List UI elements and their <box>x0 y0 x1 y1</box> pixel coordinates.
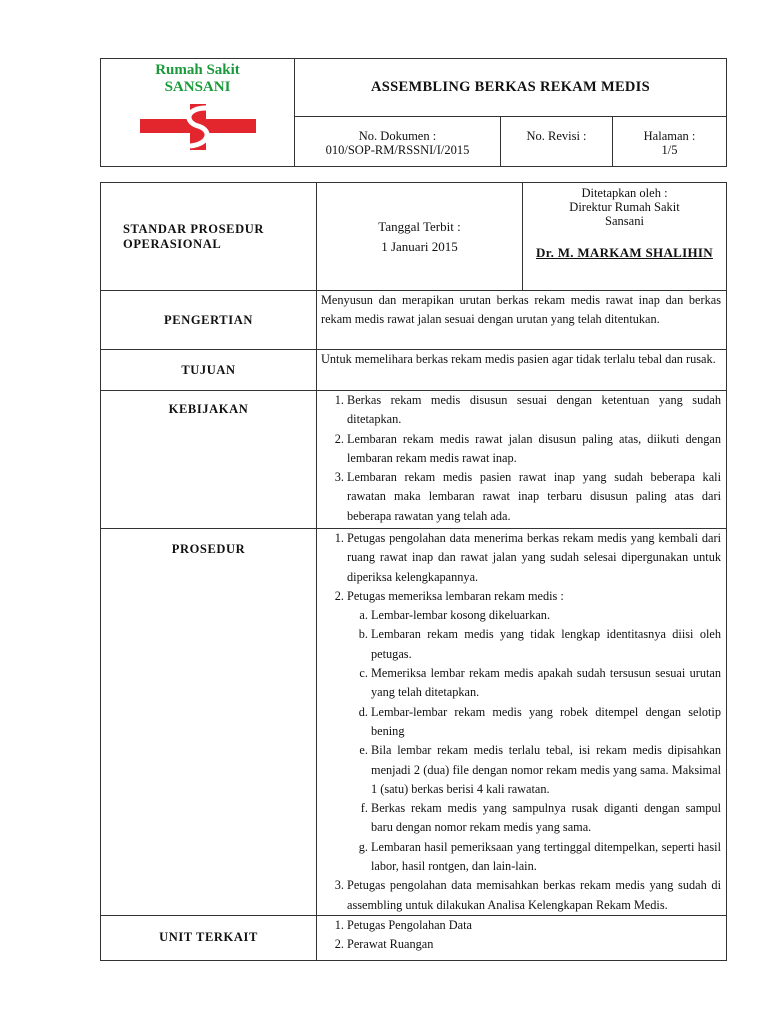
header-table <box>100 58 727 167</box>
unit-terkait-content <box>317 915 727 960</box>
list-item: 3. Petugas pengolahan data memisahkan berkas rekam medis yang sudah di assembling untuk dilakukan Analisa Kelengkapan Rekam Medis. <box>347 876 721 915</box>
page-value: 1/5 <box>661 143 678 157</box>
prosedur-sublist <box>347 606 721 876</box>
kebijakan-content <box>317 391 727 529</box>
prosedur-list <box>321 529 721 915</box>
signatory-name: Dr. M. MARKAM SHALIHIN <box>536 245 713 260</box>
list-item: 1. Petugas pengolahan data menerima berkas rekam medis yang kembali dari ruang rawat inap dan rawat jalan yang sudah selesai dipergunakan untuk diperiksa kelengkapannya. <box>347 529 721 587</box>
sop-label-line1: STANDAR PROSEDUR <box>123 221 264 236</box>
prosedur-content <box>317 529 727 916</box>
document-title: ASSEMBLING BERKAS REKAM MEDIS <box>295 59 727 117</box>
sub-list-item: g. Lembaran hasil pemeriksaan yang tertinggal ditempelkan, seperti hasil labor, hasil rontgen, dan lain-lain. <box>371 838 721 877</box>
hospital-name <box>101 59 294 96</box>
hospital-name-line1: Rumah Sakit <box>155 62 240 78</box>
unit-terkait-label: UNIT TERKAIT <box>101 915 317 960</box>
doc-number-label: No. Dokumen : <box>358 129 437 143</box>
prosedur-label: PROSEDUR <box>101 529 317 916</box>
list-item: 1. Petugas Pengolahan Data <box>347 916 721 935</box>
kebijakan-list <box>321 391 721 526</box>
pengertian-text: Menyusun dan merapikan urutan berkas rekam medis rawat inap dan berkas rekam medis rawat jalan sesuai dengan urutan yang telah ditentukan. <box>317 291 727 350</box>
list-item: 2. Perawat Ruangan <box>347 935 721 954</box>
doc-number-cell <box>295 117 501 167</box>
revision-label: No. Revisi : <box>526 129 587 143</box>
list-item: 1. Berkas rekam medis disusun sesuai dengan ketentuan yang sudah ditetapkan. <box>347 391 721 430</box>
brand-cell <box>101 59 295 167</box>
hospital-name-line2: SANSANI <box>164 79 231 95</box>
list-item: 2. Lembaran rekam medis rawat jalan disusun paling atas, diikuti dengan lembaran rekam medis rawat inap. <box>347 430 721 469</box>
sub-list-item: a. Lembar-lembar kosong dikeluarkan. <box>371 606 721 625</box>
sub-list-item: b. Lembaran rekam medis yang tidak lengkap identitasnya diisi oleh petugas. <box>371 625 721 664</box>
list-item-text: Petugas memeriksa lembaran rekam medis : <box>347 588 564 603</box>
tujuan-label: TUJUAN <box>101 350 317 391</box>
sop-label-cell <box>101 183 317 291</box>
issue-date-label: Tanggal Terbit : <box>378 218 461 234</box>
list-item <box>347 587 721 876</box>
sop-label-line2: OPERASIONAL <box>123 236 222 251</box>
sub-list-item: c. Memeriksa lembar rekam medis apakah sudah tersusun sesuai urutan yang telah ditetapkan. <box>371 664 721 703</box>
tujuan-text: Untuk memelihara berkas rekam medis pasien agar tidak terlalu tebal dan rusak. <box>317 350 727 391</box>
approver-title: Direktur Rumah Sakit <box>569 200 680 214</box>
logo <box>101 104 294 155</box>
page-label: Halaman : <box>643 129 696 143</box>
revision-cell <box>501 117 613 167</box>
sub-list-item: f. Berkas rekam medis yang sampulnya rusak diganti dengan sampul baru dengan nomor rekam medis yang sama. <box>371 799 721 838</box>
approved-by-label: Ditetapkan oleh : <box>581 186 668 200</box>
sub-list-item: d. Lembar-lembar rekam medis yang robek ditempel dengan selotip bening <box>371 703 721 742</box>
hospital-cross-logo-icon <box>140 104 256 150</box>
issue-date-cell <box>317 183 523 291</box>
approver-organization: Sansani <box>605 214 644 228</box>
doc-number-value: 010/SOP-RM/RSSNI/I/2015 <box>325 143 470 157</box>
sub-list-item: e. Bila lembar rekam medis terlalu tebal, isi rekam medis dipisahkan menjadi 2 (dua) file dengan nomor rekam medis yang sama. Maksimal 1 (satu) berkas berisi 4 kali rawatan. <box>371 741 721 799</box>
issue-date-value: 1 Januari 2015 <box>381 238 458 254</box>
pengertian-label: PENGERTIAN <box>101 291 317 350</box>
sop-table <box>100 182 727 961</box>
kebijakan-label: KEBIJAKAN <box>101 391 317 529</box>
page-cell <box>613 117 727 167</box>
unit-terkait-list <box>321 916 721 955</box>
list-item: 3. Lembaran rekam medis pasien rawat inap yang sudah beberapa kali rawatan maka lembaran rawat inap terbaru disusun paling atas dari beberapa rawatan yang telah ada. <box>347 468 721 526</box>
approval-cell <box>523 183 727 291</box>
